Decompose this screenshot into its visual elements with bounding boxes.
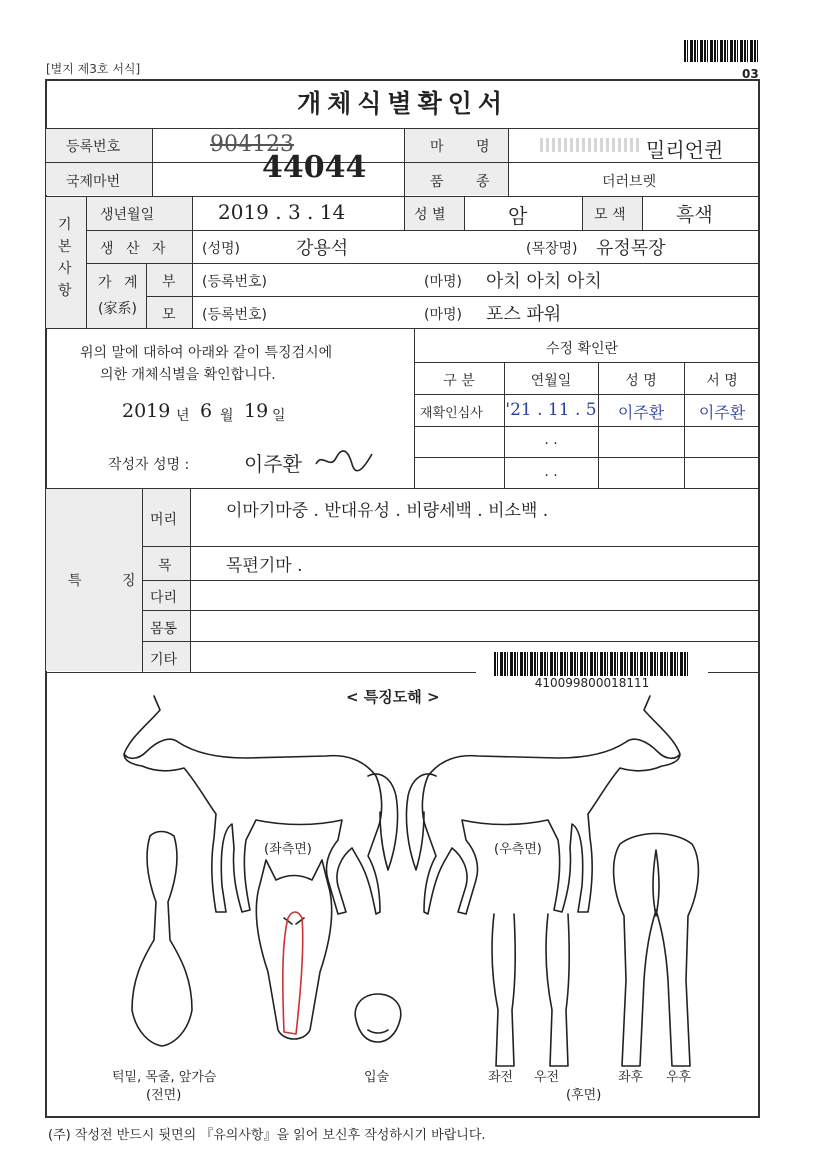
revision-row3-date: . .: [544, 464, 558, 480]
front-chest-view: [132, 832, 192, 1047]
sex-value: 암: [508, 204, 528, 228]
author-signature: [312, 446, 376, 474]
form-title: 개체식별확인서: [45, 80, 760, 129]
birth-label: 생년월일: [100, 207, 155, 223]
confirm-day-value: 19: [244, 400, 269, 422]
barcode-number: 410099800018111: [534, 676, 650, 690]
sire-name-label: (마명): [424, 274, 462, 290]
author-label: 작성자 성명 :: [108, 457, 190, 473]
birth-value: 2019 . 3 . 14: [218, 200, 346, 224]
other-label: 기타: [150, 652, 178, 668]
head-label: 머리: [150, 512, 178, 528]
neck-label: 목: [158, 558, 172, 574]
revision-row-name: 이주환: [617, 403, 665, 422]
confirm-month-value: 6: [200, 400, 213, 422]
face-view: [256, 860, 331, 1039]
confirm-text-line1: 위의 말에 대하여 아래와 같이 특징검시에: [80, 345, 333, 361]
front-label: (전면): [146, 1088, 182, 1103]
body-label: 몸통: [150, 621, 178, 637]
rear-view: [614, 834, 699, 1067]
breeder-name-label: (성명): [202, 241, 240, 257]
revision-header-sign: 서 명: [706, 373, 738, 389]
breed-value: 더러브렛: [602, 174, 657, 190]
right-side-horse: [406, 696, 680, 914]
dam-reg-no-label: (등록번호): [202, 307, 268, 323]
revision-row-date: '21 . 11 . 5: [505, 400, 597, 420]
sire-reg-no-label: (등록번호): [202, 274, 268, 290]
intl-no-label: 국제마번: [66, 174, 121, 190]
lineage-hanja: (家系): [98, 301, 137, 317]
horse-name-label: 마 명: [430, 139, 504, 155]
lips-view: [355, 994, 401, 1042]
lineage-label: 가 계: [98, 275, 142, 291]
horse-diagram: [46, 680, 758, 1116]
lips-label: 입술: [364, 1070, 390, 1085]
farm-value: 유정목장: [596, 238, 666, 259]
form-number-label: [별지 제3호 서식]: [46, 62, 141, 76]
breed-label: 품 종: [430, 174, 504, 190]
farm-label: (목장명): [526, 241, 578, 257]
dam-value: 포스 파워: [486, 304, 562, 325]
revision-header-type: 구 분: [443, 373, 475, 389]
revision-row-sign: 이주환: [698, 403, 746, 422]
front-caption: 턱밑, 목줄, 앞가슴: [112, 1070, 217, 1085]
horse-name-value: 밀리언퀸: [646, 138, 724, 162]
breeder-label: 생 산 자: [100, 241, 170, 257]
color-value: 흑색: [676, 204, 713, 226]
revision-header-date: 연월일: [530, 373, 572, 389]
hind-right-label: 우후: [666, 1070, 692, 1085]
sex-label: 성 별: [414, 207, 446, 223]
reg-no-value: 44044: [262, 150, 367, 185]
revision-title: 수정 확인란: [546, 341, 619, 357]
revision-row2-date: . .: [544, 432, 558, 448]
dam-name-label: (마명): [424, 307, 462, 323]
page-number: 03: [742, 67, 759, 81]
dam-label: 모: [162, 307, 176, 323]
sire-value: 아치 아치 아치: [486, 271, 602, 292]
sire-label: 부: [162, 274, 176, 290]
diagram-title: < 특징도해 >: [346, 688, 440, 706]
reg-no-label: 등록번호: [66, 139, 121, 155]
reg-no-old-strikethrough: 904123: [210, 132, 294, 157]
left-side-label: (좌측면): [264, 842, 312, 857]
confirm-day-label: 일: [272, 408, 286, 424]
confirm-year-value: 2019: [122, 400, 171, 422]
footer-note: (주) 작성전 반드시 뒷면의 『유의사항』을 읽어 보신후 작성하시기 바랍니다.: [48, 1128, 486, 1143]
rear-label: (후면): [566, 1088, 602, 1103]
redacted-area: [540, 138, 640, 152]
front-right-label: 우전: [534, 1070, 560, 1085]
breeder-name-value: 강용석: [296, 238, 349, 259]
front-left-label: 좌전: [488, 1070, 514, 1085]
top-barcode: [684, 40, 760, 62]
face-marking: [283, 912, 303, 1034]
confirm-year-label: 년: [176, 408, 190, 424]
revision-header-name: 성 명: [625, 373, 657, 389]
legs-label: 다리: [150, 590, 178, 606]
author-value: 이주환: [244, 452, 302, 476]
front-legs-view: [492, 914, 569, 1066]
revision-row-type: 재확인심사: [420, 406, 483, 421]
color-label: 모 색: [594, 207, 626, 223]
confirm-month-label: 월: [220, 408, 234, 424]
basic-section-label: 기본사항: [58, 217, 72, 299]
neck-value: 목편기마 .: [226, 556, 303, 576]
features-section-label: 특 징: [68, 573, 154, 589]
confirm-text-line2: 의한 개체식별을 확인합니다.: [100, 367, 276, 383]
right-side-label: (우측면): [494, 842, 542, 857]
head-value: 이마기마중 . 반대유성 . 비량세백 . 비소백 .: [226, 501, 549, 521]
hind-left-label: 좌후: [618, 1070, 644, 1085]
